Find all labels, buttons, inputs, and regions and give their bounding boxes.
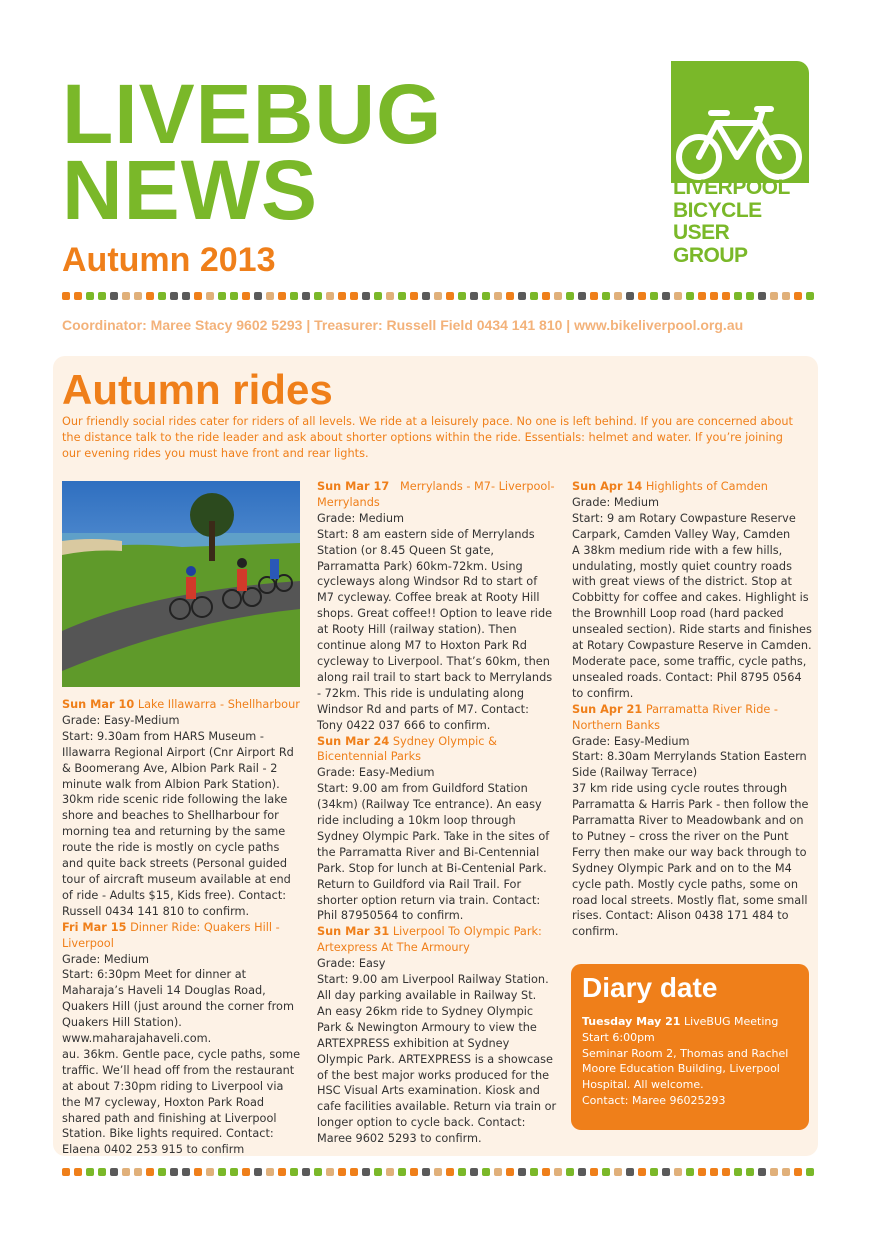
ride-name: Liverpool To Olympic Park: Artexpress At The Armoury <box>317 925 542 955</box>
ride-name: Parramatta River Ride - Northern Banks <box>572 702 778 732</box>
divider-dot <box>182 292 190 300</box>
divider-dot <box>74 292 82 300</box>
ride-grade: Grade: Medium <box>62 952 150 966</box>
divider-dot <box>266 292 274 300</box>
logo-line-4: GROUP <box>673 243 748 267</box>
divider-dot <box>434 292 442 300</box>
divider-dot <box>422 1168 430 1176</box>
divider-dot <box>350 1168 358 1176</box>
dot-divider-top <box>62 292 814 300</box>
divider-dot <box>446 1168 454 1176</box>
divider-dot <box>170 1168 178 1176</box>
divider-dot <box>302 1168 310 1176</box>
divider-dot <box>362 292 370 300</box>
divider-dot <box>386 292 394 300</box>
ride-grade: Grade: Easy-Medium <box>62 713 180 727</box>
logo-wordmark <box>673 177 790 267</box>
ride-name: Merrylands - M7- Liverpool-Merrylands <box>317 480 555 509</box>
divider-dot <box>506 292 514 300</box>
divider-dot <box>362 1168 370 1176</box>
divider-dot <box>110 292 118 300</box>
divider-dot <box>734 1168 742 1176</box>
divider-dot <box>518 292 526 300</box>
divider-dot <box>506 1168 514 1176</box>
diary-date-box <box>571 964 809 1130</box>
divider-dot <box>122 1168 130 1176</box>
divider-dot <box>542 1168 550 1176</box>
divider-dot <box>314 1168 322 1176</box>
ride-description: An easy 26km ride to Sydney Olympic Park & Newington Armoury to view the ARTEXPRESS exhibition at Sydney Olympic Park. ARTEXPRESS is a showcase of the best major works produced for the HSC Visual Arts examination. Kiosk and cafe facilities available. Return via train or longer option to cycle back. Contact: Maree 9602 5293 to confirm. <box>317 1004 557 1146</box>
divider-dot <box>458 1168 466 1176</box>
divider-dot <box>638 292 646 300</box>
dot-divider-bottom <box>62 1168 814 1176</box>
club-logo <box>671 61 809 267</box>
diary-body <box>582 1014 804 1109</box>
divider-dot <box>266 1168 274 1176</box>
divider-dot <box>62 292 70 300</box>
divider-dot <box>134 292 142 300</box>
divider-dot <box>434 1168 442 1176</box>
diary-heading: Diary date <box>582 972 718 1003</box>
section-heading: Autumn rides <box>62 366 333 413</box>
ride-details: Start: 8 am eastern side of Merrylands Station (or 8.45 Queen St gate, Parramatta Park) 60km-72km. Using cycleways along Windsor Rd to start of M7 cycleway. Coffee break at Rooty Hill shops. Great coffee!! Option to leave ride at Rooty Hill (railway station). Then continue along M7 to Hoxton Park Rd cycleway to Liverpool. That’s 60km, then along rail trail to start back to Merrylands - 72km. This ride is undulating along Windsor Rd and parts of M7. Contact: Tony 0422 037 666 to confirm. <box>317 527 553 732</box>
divider-dot <box>770 1168 778 1176</box>
ride-details: Start: 8.30am Merrylands Station Eastern Side (Railway Terrace) <box>572 750 807 780</box>
divider-dot <box>158 292 166 300</box>
divider-dot <box>398 1168 406 1176</box>
divider-dot <box>566 1168 574 1176</box>
divider-dot <box>806 1168 814 1176</box>
divider-dot <box>326 292 334 300</box>
ride-date: Sun Mar 10 <box>62 698 135 711</box>
divider-dot <box>722 292 730 300</box>
diary-event: LiveBUG Meeting <box>683 1015 779 1028</box>
ride-grade: Grade: Easy-Medium <box>317 766 435 780</box>
divider-dot <box>134 1168 142 1176</box>
divider-dot <box>482 1168 490 1176</box>
cyclists-photo <box>62 481 300 687</box>
divider-dot <box>710 1168 718 1176</box>
divider-dot <box>794 292 802 300</box>
divider-dot <box>758 1168 766 1176</box>
divider-dot <box>554 292 562 300</box>
ride-heading <box>317 479 557 511</box>
ride-heading <box>317 924 557 956</box>
ride-grade: Grade: Medium <box>572 495 660 509</box>
divider-dot <box>242 292 250 300</box>
divider-dot <box>290 292 298 300</box>
divider-dot <box>530 292 538 300</box>
divider-dot <box>482 292 490 300</box>
ride-details: Start: 9 am Rotary Cowpasture Reserve Carpark, Camden Valley Way, Camden <box>572 511 796 541</box>
divider-dot <box>794 1168 802 1176</box>
ride-description: au. 36km. Gentle pace, cycle paths, some traffic. We’ll head off from the restaurant at about 7:30pm riding to Liverpool via the M7 cycleway, Hoxton Park Road shared path and finishing at Liverpool Station. Bike lights required. Contact: Elaena 0402 253 915 to confirm <box>62 1047 301 1157</box>
divider-dot <box>674 1168 682 1176</box>
divider-dot <box>734 292 742 300</box>
ride-heading <box>317 734 557 766</box>
divider-dot <box>218 292 226 300</box>
ride-grade: Grade: Medium <box>317 511 405 525</box>
divider-dot <box>698 292 706 300</box>
ride-date: Sun Mar 17 <box>317 480 390 493</box>
divider-dot <box>602 292 610 300</box>
divider-dot <box>62 1168 70 1176</box>
ride-details: Start: 9.30am from HARS Museum - Illawarra Regional Airport (Cnr Airport Rd & Boomerang Ave, Albion Park Rail - 2 minute walk from Albion Park Station). <box>62 729 294 791</box>
divider-dot <box>278 1168 286 1176</box>
divider-dot <box>98 292 106 300</box>
divider-dot <box>590 1168 598 1176</box>
divider-dot <box>770 292 778 300</box>
section-intro: Our friendly social rides cater for riders of all levels. We ride at a leisurely pace. No one is left behind. If you are concerned about the distance talk to the ride leader and ask about shorter options within the ride. Essentials: helmet and water. If you’re joining our evening rides you must have front and rear lights. <box>62 415 793 460</box>
divider-dot <box>398 292 406 300</box>
divider-dot <box>254 1168 262 1176</box>
bicycle-icon <box>671 101 809 183</box>
divider-dot <box>446 292 454 300</box>
divider-dot <box>626 292 634 300</box>
divider-dot <box>470 292 478 300</box>
divider-dot <box>206 292 214 300</box>
divider-dot <box>626 1168 634 1176</box>
divider-dot <box>410 292 418 300</box>
divider-dot <box>494 1168 502 1176</box>
divider-dot <box>746 1168 754 1176</box>
divider-dot <box>86 292 94 300</box>
title-line-1: LIVEBUG <box>62 67 443 161</box>
ride-details: Start: 9.00 am Liverpool Railway Station. All day parking available in Railway St. <box>317 973 549 1002</box>
divider-dot <box>662 1168 670 1176</box>
divider-dot <box>554 1168 562 1176</box>
ride-heading <box>62 920 302 952</box>
ride-name: Lake Illawarra - Shellharbour <box>137 698 300 711</box>
divider-dot <box>374 1168 382 1176</box>
divider-dot <box>98 1168 106 1176</box>
divider-dot <box>314 292 322 300</box>
ride-name: Dinner Ride: Quakers Hill - Liverpool <box>62 920 280 950</box>
divider-dot <box>578 292 586 300</box>
divider-dot <box>422 292 430 300</box>
divider-dot <box>326 1168 334 1176</box>
divider-dot <box>686 292 694 300</box>
ride-date: Fri Mar 15 <box>62 920 127 934</box>
ride-description: 30km ride scenic ride following the lake shore and beaches to Shellharbour for morning tea and returning by the same route the ride is mostly on cycle paths and quite back streets (Personal guided tour of aircraft museum available at end of ride - Adults $15, Kids free). Contact: Russell 0434 141 810 to confirm. <box>62 793 291 918</box>
ride-details: Start: 6:30pm Meet for dinner at Maharaja’s Haveli 14 Douglas Road, Quakers Hill (just around the corner from Quakers Hill Station). www.maharajahaveli.com. <box>62 968 294 1046</box>
divider-dot <box>458 292 466 300</box>
divider-dot <box>386 1168 394 1176</box>
divider-dot <box>146 292 154 300</box>
divider-dot <box>230 1168 238 1176</box>
divider-dot <box>158 1168 166 1176</box>
ride-heading <box>572 479 812 495</box>
divider-dot <box>182 1168 190 1176</box>
ride-details: Start: 9.00 am from Guildford Station (34km) (Railway Tce entrance). An easy ride including a 10km loop through Sydney Olympic Park. Take in the sites of the Parramatta River and Bi-Centennial Park. Stop for lunch at Bi-Centenial Park. Return to Guildford via Rail Trail. For shorter option return via train. Contact: Phil 87950564 to confirm. <box>317 782 550 923</box>
divider-dot <box>518 1168 526 1176</box>
divider-dot <box>110 1168 118 1176</box>
ride-heading <box>572 702 812 734</box>
divider-dot <box>758 292 766 300</box>
logo-line-1: LIVERPOOL <box>673 176 790 199</box>
logo-line-2: BICYCLE <box>673 198 762 222</box>
ride-column-1 <box>62 697 302 1158</box>
diary-time: Start 6:00pm <box>582 1030 655 1044</box>
divider-dot <box>86 1168 94 1176</box>
divider-dot <box>290 1168 298 1176</box>
ride-heading <box>62 697 302 713</box>
divider-dot <box>338 292 346 300</box>
divider-dot <box>254 292 262 300</box>
divider-dot <box>722 1168 730 1176</box>
ride-date: Sun Mar 24 <box>317 734 390 748</box>
divider-dot <box>806 292 814 300</box>
title-line-2: NEWS <box>62 143 318 237</box>
divider-dot <box>782 292 790 300</box>
divider-dot <box>170 292 178 300</box>
ride-name: Sydney Olympic & Bicentennial Parks <box>317 734 497 764</box>
divider-dot <box>242 1168 250 1176</box>
divider-dot <box>578 1168 586 1176</box>
divider-dot <box>602 1168 610 1176</box>
ride-date: Sun Mar 31 <box>317 925 390 939</box>
divider-dot <box>278 292 286 300</box>
divider-dot <box>650 1168 658 1176</box>
divider-dot <box>494 292 502 300</box>
contact-line: Coordinator: Maree Stacy 9602 5293 | Treasurer: Russell Field 0434 141 810 | www.bikeliverpool.org.au <box>62 317 744 333</box>
newsletter-title <box>62 67 443 237</box>
diary-date: Tuesday May 21 <box>582 1015 681 1028</box>
divider-dot <box>614 1168 622 1176</box>
divider-dot <box>230 292 238 300</box>
divider-dot <box>530 1168 538 1176</box>
divider-dot <box>410 1168 418 1176</box>
ride-date: Sun Apr 21 <box>572 702 643 716</box>
divider-dot <box>194 1168 202 1176</box>
divider-dot <box>614 292 622 300</box>
divider-dot <box>686 1168 694 1176</box>
divider-dot <box>674 292 682 300</box>
divider-dot <box>710 292 718 300</box>
ride-description: 37 km ride using cycle routes through Parramatta & Harris Park - then follow the Parramatta River to Meadowbank and on to Putney – cross the river on the Punt Ferry then make our way back through to Sydney Olympic Park and on to the M4 cycle path. Mostly cycle paths, some on road local streets. Mostly flat, some small rises. Contact: Alison 0438 171 484 to confirm. <box>572 782 809 939</box>
divider-dot <box>122 292 130 300</box>
divider-dot <box>782 1168 790 1176</box>
divider-dot <box>218 1168 226 1176</box>
divider-dot <box>698 1168 706 1176</box>
divider-dot <box>746 292 754 300</box>
ride-description: A 38km medium ride with a few hills, undulating, mostly quiet country roads with great views of the district. Stop at Cobbitty for coffee and cakes. Highlight is the Brownhill Loop road (hard packed unsealed section). Ride starts and finishes at Rotary Cowpasture Reserve in Camden. Moderate pace, some traffic, cycle paths, unsealed roads. Contact: Phil 8795 0564 to confirm. <box>572 543 812 700</box>
divider-dot <box>638 1168 646 1176</box>
ride-date: Sun Apr 14 <box>572 480 643 493</box>
ride-name: Highlights of Camden <box>645 480 768 493</box>
divider-dot <box>374 292 382 300</box>
divider-dot <box>650 292 658 300</box>
diary-location: Seminar Room 2, Thomas and Rachel Moore Education Building, Liverpool Hospital. All welcome. <box>582 1046 789 1092</box>
divider-dot <box>338 1168 346 1176</box>
logo-line-3: USER <box>673 221 730 244</box>
ride-grade: Grade: Easy <box>317 957 386 971</box>
divider-dot <box>566 292 574 300</box>
ride-column-2 <box>317 479 557 1147</box>
divider-dot <box>470 1168 478 1176</box>
divider-dot <box>74 1168 82 1176</box>
diary-contact: Contact: Maree 96025293 <box>582 1093 726 1107</box>
divider-dot <box>350 292 358 300</box>
divider-dot <box>542 292 550 300</box>
divider-dot <box>146 1168 154 1176</box>
issue-label: Autumn 2013 <box>62 241 276 279</box>
divider-dot <box>302 292 310 300</box>
divider-dot <box>590 292 598 300</box>
divider-dot <box>194 292 202 300</box>
ride-grade: Grade: Easy-Medium <box>572 734 690 748</box>
ride-column-3 <box>572 479 812 940</box>
divider-dot <box>662 292 670 300</box>
divider-dot <box>206 1168 214 1176</box>
